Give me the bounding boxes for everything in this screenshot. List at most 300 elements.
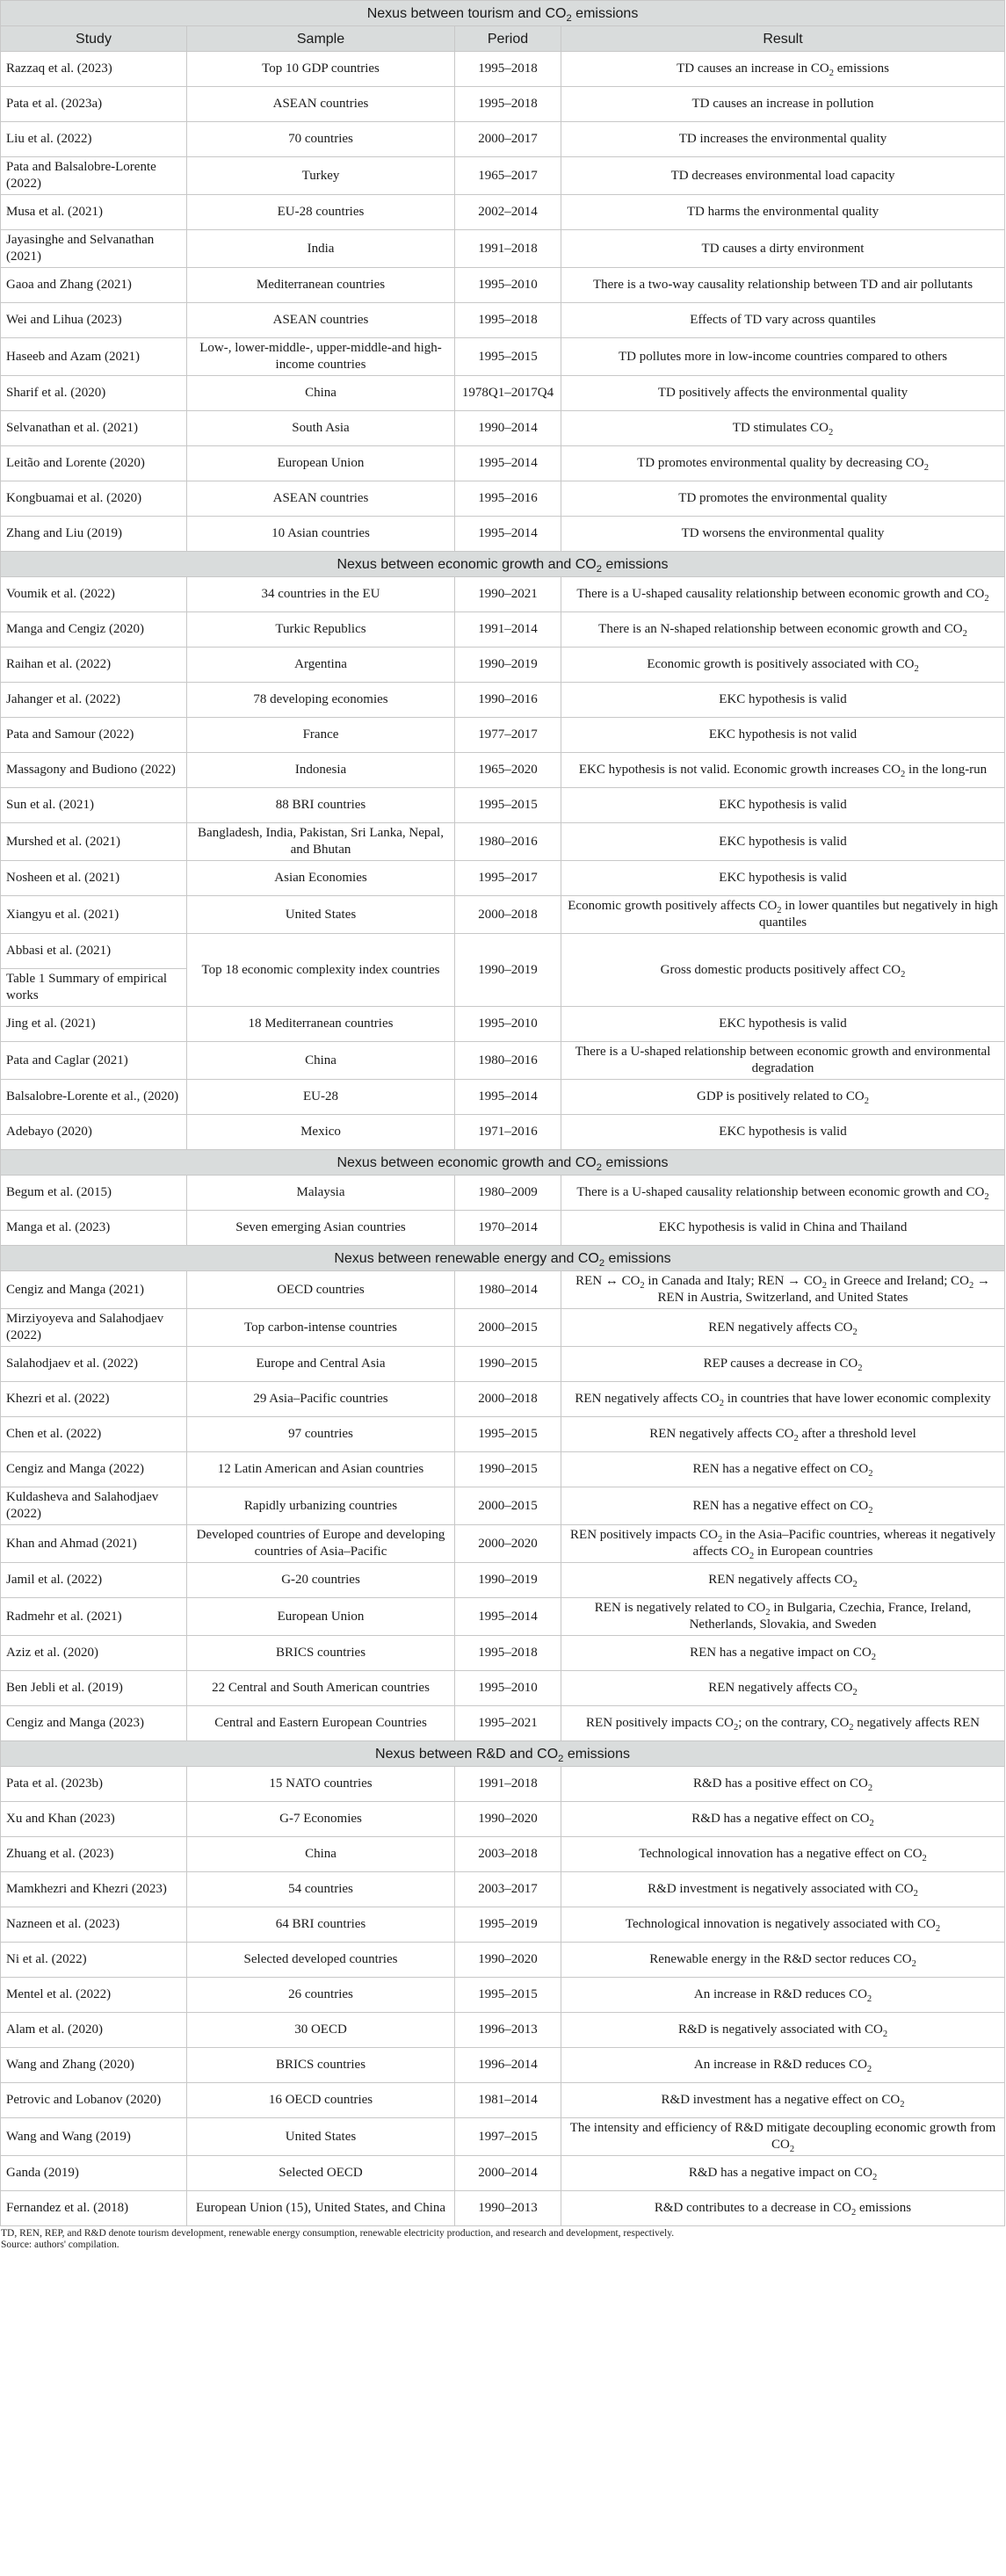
cell-period: 1995–2010 bbox=[455, 1671, 561, 1706]
cell-result: Renewable energy in the R&D sector reduces $CO_2$ bbox=[561, 1943, 1005, 1978]
cell-period: 1995–2016 bbox=[455, 481, 561, 517]
cell-result: Effects of TD vary across quantiles bbox=[561, 303, 1005, 338]
cell-result: There is a U-shaped causality relationship between economic growth and $CO_2$ bbox=[561, 577, 1005, 612]
cell-period: 1981–2014 bbox=[455, 2083, 561, 2118]
cell-result: REN has a negative impact on $CO_2$ bbox=[561, 1636, 1005, 1671]
cell-result: REN is negatively related to $CO_2$ in Bulgaria, Czechia, France, Ireland, Netherlands, Slovakia, and Sweden bbox=[561, 1598, 1005, 1636]
cell-sample: Turkey bbox=[187, 157, 455, 195]
cell-sample: South Asia bbox=[187, 411, 455, 446]
cell-period: 1990–2020 bbox=[455, 1802, 561, 1837]
cell-sample: 12 Latin American and Asian countries bbox=[187, 1452, 455, 1487]
cell-result: R&D is negatively associated with $CO_2$ bbox=[561, 2013, 1005, 2048]
table-row bbox=[1, 1636, 1005, 1671]
table-row bbox=[1, 823, 1005, 861]
cell-result: There is a U-shaped causality relationship between economic growth and $CO_2$ bbox=[561, 1176, 1005, 1211]
cell-study: Kongbuamai et al. (2020) bbox=[1, 481, 187, 517]
cell-study: Nosheen et al. (2021) bbox=[1, 861, 187, 896]
cell-period: 1977–2017 bbox=[455, 718, 561, 753]
table-row bbox=[1, 1563, 1005, 1598]
table-row bbox=[1, 1598, 1005, 1636]
table-row bbox=[1, 788, 1005, 823]
cell-period: 1995–2010 bbox=[455, 268, 561, 303]
cell-sample: OECD countries bbox=[187, 1271, 455, 1309]
cell-sample: ASEAN countries bbox=[187, 87, 455, 122]
table-row bbox=[1, 230, 1005, 268]
cell-period: 1991–2014 bbox=[455, 612, 561, 648]
cell-period: 1990–2019 bbox=[455, 1563, 561, 1598]
cell-sample: Malaysia bbox=[187, 1176, 455, 1211]
cell-study: Voumik et al. (2022) bbox=[1, 577, 187, 612]
cell-result: There is a two-way causality relationship between TD and air pollutants bbox=[561, 268, 1005, 303]
cell-study: Jayasinghe and Selvanathan (2021) bbox=[1, 230, 187, 268]
cell-sample: 88 BRI countries bbox=[187, 788, 455, 823]
cell-period: 1997–2015 bbox=[455, 2118, 561, 2156]
table-row bbox=[1, 2118, 1005, 2156]
cell-study: Musa et al. (2021) bbox=[1, 195, 187, 230]
table-row bbox=[1, 1080, 1005, 1115]
cell-period: 1995–2018 bbox=[455, 52, 561, 87]
cell-sample: 16 OECD countries bbox=[187, 2083, 455, 2118]
cell-period: 1965–2017 bbox=[455, 157, 561, 195]
cell-result: R&D investment has a negative effect on $CO_2$ bbox=[561, 2083, 1005, 2118]
table-row bbox=[1, 1042, 1005, 1080]
cell-study: Manga et al. (2023) bbox=[1, 1211, 187, 1246]
cell-sample: 30 OECD bbox=[187, 2013, 455, 2048]
cell-period: 2000–2015 bbox=[455, 1487, 561, 1525]
cell-study: Raihan et al. (2022) bbox=[1, 648, 187, 683]
cell-result: REN positively impacts $CO_2$ in the Asia–Pacific countries, whereas it negatively affects $CO_2$ in European countries bbox=[561, 1525, 1005, 1563]
cell-sample: 15 NATO countries bbox=[187, 1767, 455, 1802]
cell-period: 1990–2016 bbox=[455, 683, 561, 718]
cell-sample: Selected developed countries bbox=[187, 1943, 455, 1978]
table-row bbox=[1, 2013, 1005, 2048]
cell-sample: China bbox=[187, 1042, 455, 1080]
cell-period: 1978Q1–2017Q4 bbox=[455, 376, 561, 411]
cell-result: R&D has a negative impact on $CO_2$ bbox=[561, 2156, 1005, 2191]
cell-study: Cengiz and Manga (2022) bbox=[1, 1452, 187, 1487]
cell-result: The intensity and efficiency of R&D mitigate decoupling economic growth from $CO_2$ bbox=[561, 2118, 1005, 2156]
cell-study: Adebayo (2020) bbox=[1, 1115, 187, 1150]
table-row bbox=[1, 861, 1005, 896]
cell-period: 2000–2017 bbox=[455, 122, 561, 157]
cell-study: Ni et al. (2022) bbox=[1, 1943, 187, 1978]
cell-result: R&D has a positive effect on $CO_2$ bbox=[561, 1767, 1005, 1802]
cell-study: Mentel et al. (2022) bbox=[1, 1978, 187, 2013]
cell-sample: EU-28 countries bbox=[187, 195, 455, 230]
cell-result: EKC hypothesis is valid bbox=[561, 683, 1005, 718]
cell-sample: G-7 Economies bbox=[187, 1802, 455, 1837]
cell-period: 1980–2009 bbox=[455, 1176, 561, 1211]
cell-study: Mamkhezri and Khezri (2023) bbox=[1, 1872, 187, 1907]
table-row bbox=[1, 648, 1005, 683]
cell-period: 1995–2018 bbox=[455, 1636, 561, 1671]
cell-study: Pata and Balsalobre-Lorente (2022) bbox=[1, 157, 187, 195]
cell-sample: 18 Mediterranean countries bbox=[187, 1007, 455, 1042]
table-row bbox=[1, 268, 1005, 303]
cell-period: 1990–2019 bbox=[455, 648, 561, 683]
table-row bbox=[1, 1417, 1005, 1452]
cell-study: Pata and Samour (2022) bbox=[1, 718, 187, 753]
cell-result: There is an N-shaped relationship between economic growth and $CO_2$ bbox=[561, 612, 1005, 648]
cell-period: 1990–2019 bbox=[455, 934, 561, 1007]
column-header-period: Period bbox=[455, 26, 561, 52]
cell-result: REN negatively affects $CO_2$ bbox=[561, 1671, 1005, 1706]
cell-sample: Developed countries of Europe and developing countries of Asia–Pacific bbox=[187, 1525, 455, 1563]
cell-result: TD promotes environmental quality by decreasing $CO_2$ bbox=[561, 446, 1005, 481]
cell-period: 1995–2019 bbox=[455, 1907, 561, 1943]
cell-period: 2000–2018 bbox=[455, 1382, 561, 1417]
cell-period: 2000–2015 bbox=[455, 1309, 561, 1347]
cell-result: EKC hypothesis is not valid bbox=[561, 718, 1005, 753]
table-row bbox=[1, 122, 1005, 157]
table-row bbox=[1, 2048, 1005, 2083]
cell-period: 2002–2014 bbox=[455, 195, 561, 230]
table-row bbox=[1, 1211, 1005, 1246]
table-row bbox=[1, 1802, 1005, 1837]
cell-study: Gaoa and Zhang (2021) bbox=[1, 268, 187, 303]
cell-study: Aziz et al. (2020) bbox=[1, 1636, 187, 1671]
cell-sample: 54 countries bbox=[187, 1872, 455, 1907]
cell-sample: United States bbox=[187, 896, 455, 934]
cell-period: 1995–2017 bbox=[455, 861, 561, 896]
section-title: Nexus between economic growth and $CO_2$ emissions bbox=[1, 1150, 1005, 1176]
section-header-row bbox=[1, 1150, 1005, 1176]
cell-sample: China bbox=[187, 1837, 455, 1872]
cell-study: Zhuang et al. (2023) bbox=[1, 1837, 187, 1872]
cell-period: 1991–2018 bbox=[455, 1767, 561, 1802]
table-row bbox=[1, 338, 1005, 376]
cell-sample: China bbox=[187, 376, 455, 411]
cell-study: Leitão and Lorente (2020) bbox=[1, 446, 187, 481]
cell-result: An increase in R&D reduces $CO_2$ bbox=[561, 1978, 1005, 2013]
cell-sample: Asian Economies bbox=[187, 861, 455, 896]
section-title: Nexus between renewable energy and $CO_2$ emissions bbox=[1, 1246, 1005, 1271]
cell-study: Xiangyu et al. (2021) bbox=[1, 896, 187, 934]
cell-result: REN negatively affects $CO_2$ bbox=[561, 1563, 1005, 1598]
cell-result: TD promotes the environmental quality bbox=[561, 481, 1005, 517]
cell-study: Fernandez et al. (2018) bbox=[1, 2191, 187, 2226]
cell-study: Chen et al. (2022) bbox=[1, 1417, 187, 1452]
table-row bbox=[1, 1115, 1005, 1150]
cell-result: There is a U-shaped relationship between economic growth and environmental degradation bbox=[561, 1042, 1005, 1080]
cell-result: TD stimulates $CO_2$ bbox=[561, 411, 1005, 446]
cell-study: Alam et al. (2020) bbox=[1, 2013, 187, 2048]
cell-result: EKC hypothesis is valid bbox=[561, 1115, 1005, 1150]
cell-study: Radmehr et al. (2021) bbox=[1, 1598, 187, 1636]
cell-result: Economic growth positively affects $CO_2$ in lower quantiles but negatively in high quantiles bbox=[561, 896, 1005, 934]
cell-result: TD positively affects the environmental quality bbox=[561, 376, 1005, 411]
cell-study: Jamil et al. (2022) bbox=[1, 1563, 187, 1598]
cell-sample: European Union bbox=[187, 1598, 455, 1636]
cell-sample: Central and Eastern European Countries bbox=[187, 1706, 455, 1741]
cell-sample: Top 10 GDP countries bbox=[187, 52, 455, 87]
cell-result: REN negatively affects $CO_2$ bbox=[561, 1309, 1005, 1347]
cell-sample: United States bbox=[187, 2118, 455, 2156]
cell-result: REP causes a decrease in $CO_2$ bbox=[561, 1347, 1005, 1382]
cell-period: 1995–2015 bbox=[455, 1978, 561, 2013]
table-row bbox=[1, 1872, 1005, 1907]
cell-result: REN negatively affects $CO_2$ after a threshold level bbox=[561, 1417, 1005, 1452]
cell-sample: Indonesia bbox=[187, 753, 455, 788]
table-row bbox=[1, 2156, 1005, 2191]
table-row bbox=[1, 753, 1005, 788]
table-row bbox=[1, 1943, 1005, 1978]
section-header-row bbox=[1, 552, 1005, 577]
cell-study: Ganda (2019) bbox=[1, 2156, 187, 2191]
table-row bbox=[1, 481, 1005, 517]
cell-sample: EU-28 bbox=[187, 1080, 455, 1115]
cell-result: TD causes an increase in $CO_2$ emissions bbox=[561, 52, 1005, 87]
column-header-sample: Sample bbox=[187, 26, 455, 52]
cell-period: 1995–2021 bbox=[455, 1706, 561, 1741]
cell-period: 2000–2018 bbox=[455, 896, 561, 934]
cell-period: 1995–2018 bbox=[455, 303, 561, 338]
cell-result: REN ↔ $CO_2$ in Canada and Italy; REN → $CO_2$ in Greece and Ireland; $CO_2$ → REN in Austria, Switzerland, and United States bbox=[561, 1271, 1005, 1309]
section-title: Nexus between tourism and $CO_2$ emissions bbox=[1, 1, 1005, 26]
cell-sample: 97 countries bbox=[187, 1417, 455, 1452]
cell-study: Wang and Zhang (2020) bbox=[1, 2048, 187, 2083]
cell-result: REN has a negative effect on $CO_2$ bbox=[561, 1452, 1005, 1487]
cell-sample: G-20 countries bbox=[187, 1563, 455, 1598]
cell-study: Nazneen et al. (2023) bbox=[1, 1907, 187, 1943]
cell-study: Wei and Lihua (2023) bbox=[1, 303, 187, 338]
cell-study: Razzaq et al. (2023) bbox=[1, 52, 187, 87]
cell-study: Liu et al. (2022) bbox=[1, 122, 187, 157]
table-row bbox=[1, 612, 1005, 648]
cell-sample: 26 countries bbox=[187, 1978, 455, 2013]
table-row bbox=[1, 195, 1005, 230]
table-source-note: Source: authors' compilation. bbox=[1, 2240, 119, 2250]
table-row bbox=[1, 1271, 1005, 1309]
table-row bbox=[1, 517, 1005, 552]
cell-study: Khan and Ahmad (2021) bbox=[1, 1525, 187, 1563]
cell-sample: Mediterranean countries bbox=[187, 268, 455, 303]
cell-study: Abbasi et al. (2021) bbox=[1, 934, 187, 969]
cell-period: 1980–2016 bbox=[455, 823, 561, 861]
table-row bbox=[1, 1767, 1005, 1802]
cell-sample: Europe and Central Asia bbox=[187, 1347, 455, 1382]
cell-study: Selvanathan et al. (2021) bbox=[1, 411, 187, 446]
cell-sample: BRICS countries bbox=[187, 2048, 455, 2083]
cell-study: Khezri et al. (2022) bbox=[1, 1382, 187, 1417]
cell-study: Balsalobre-Lorente et al., (2020) bbox=[1, 1080, 187, 1115]
table-row bbox=[1, 52, 1005, 87]
cell-result: TD causes an increase in pollution bbox=[561, 87, 1005, 122]
cell-period: 1995–2014 bbox=[455, 446, 561, 481]
cell-study: Zhang and Liu (2019) bbox=[1, 517, 187, 552]
cell-period: 2000–2014 bbox=[455, 2156, 561, 2191]
section-header-row bbox=[1, 1, 1005, 26]
cell-sample: Turkic Republics bbox=[187, 612, 455, 648]
cell-result: Gross domestic products positively affect $CO_2$ bbox=[561, 934, 1005, 1007]
cell-result: REN positively impacts $CO_2$; on the contrary, $CO_2$ negatively affects REN bbox=[561, 1706, 1005, 1741]
cell-period: 1995–2018 bbox=[455, 87, 561, 122]
cell-sample: Rapidly urbanizing countries bbox=[187, 1487, 455, 1525]
cell-result: Technological innovation has a negative effect on $CO_2$ bbox=[561, 1837, 1005, 1872]
cell-study: Manga and Cengiz (2020) bbox=[1, 612, 187, 648]
cell-sample: Top carbon-intense countries bbox=[187, 1309, 455, 1347]
cell-result: R&D investment is negatively associated with $CO_2$ bbox=[561, 1872, 1005, 1907]
table-row bbox=[1, 1309, 1005, 1347]
cell-sample: Low-, lower-middle-, upper-middle-and high-income countries bbox=[187, 338, 455, 376]
table-row bbox=[1, 157, 1005, 195]
column-header-row bbox=[1, 26, 1005, 52]
table-row bbox=[1, 1525, 1005, 1563]
cell-sample: 22 Central and South American countries bbox=[187, 1671, 455, 1706]
cell-study: Mirziyoyeva and Salahodjaev (2022) bbox=[1, 1309, 187, 1347]
cell-study: Pata and Caglar (2021) bbox=[1, 1042, 187, 1080]
table-row bbox=[1, 683, 1005, 718]
table-row bbox=[1, 446, 1005, 481]
cell-period: 1990–2020 bbox=[455, 1943, 561, 1978]
cell-result: R&D has a negative effect on $CO_2$ bbox=[561, 1802, 1005, 1837]
cell-period: 2003–2018 bbox=[455, 1837, 561, 1872]
table-row bbox=[1, 1452, 1005, 1487]
cell-sample: 70 countries bbox=[187, 122, 455, 157]
cell-sample: 64 BRI countries bbox=[187, 1907, 455, 1943]
cell-result: R&D contributes to a decrease in $CO_2$ emissions bbox=[561, 2191, 1005, 2226]
table-row bbox=[1, 1007, 1005, 1042]
cell-result: TD pollutes more in low-income countries compared to others bbox=[561, 338, 1005, 376]
cell-result: GDP is positively related to $CO_2$ bbox=[561, 1080, 1005, 1115]
cell-period: 1996–2013 bbox=[455, 2013, 561, 2048]
cell-sample: ASEAN countries bbox=[187, 481, 455, 517]
cell-result: EKC hypothesis is valid bbox=[561, 823, 1005, 861]
cell-study: Cengiz and Manga (2023) bbox=[1, 1706, 187, 1741]
cell-result: EKC hypothesis is not valid. Economic growth increases $CO_2$ in the long-run bbox=[561, 753, 1005, 788]
cell-result: TD worsens the environmental quality bbox=[561, 517, 1005, 552]
section-header-row bbox=[1, 1246, 1005, 1271]
cell-study: Massagony and Budiono (2022) bbox=[1, 753, 187, 788]
section-title: Nexus between R&D and $CO_2$ emissions bbox=[1, 1741, 1005, 1767]
table-row bbox=[1, 1487, 1005, 1525]
cell-study: Table 1 Summary of empirical works bbox=[1, 969, 187, 1007]
cell-study: Ben Jebli et al. (2019) bbox=[1, 1671, 187, 1706]
cell-study: Jing et al. (2021) bbox=[1, 1007, 187, 1042]
cell-result: EKC hypothesis is valid bbox=[561, 861, 1005, 896]
cell-period: 1971–2016 bbox=[455, 1115, 561, 1150]
cell-period: 1990–2015 bbox=[455, 1347, 561, 1382]
cell-study: Haseeb and Azam (2021) bbox=[1, 338, 187, 376]
cell-result: EKC hypothesis is valid bbox=[561, 788, 1005, 823]
cell-study: Petrovic and Lobanov (2020) bbox=[1, 2083, 187, 2118]
section-title: Nexus between economic growth and $CO_2$ emissions bbox=[1, 552, 1005, 577]
cell-period: 1995–2015 bbox=[455, 1417, 561, 1452]
cell-result: Economic growth is positively associated with $CO_2$ bbox=[561, 648, 1005, 683]
cell-study: Kuldasheva and Salahodjaev (2022) bbox=[1, 1487, 187, 1525]
cell-sample: 10 Asian countries bbox=[187, 517, 455, 552]
cell-period: 1995–2014 bbox=[455, 517, 561, 552]
cell-result: An increase in R&D reduces $CO_2$ bbox=[561, 2048, 1005, 2083]
table-row bbox=[1, 1671, 1005, 1706]
cell-study: Begum et al. (2015) bbox=[1, 1176, 187, 1211]
cell-sample: 34 countries in the EU bbox=[187, 577, 455, 612]
cell-result: EKC hypothesis is valid in China and Thailand bbox=[561, 1211, 1005, 1246]
cell-period: 1990–2014 bbox=[455, 411, 561, 446]
table-row bbox=[1, 2191, 1005, 2226]
table-row bbox=[1, 87, 1005, 122]
cell-sample: France bbox=[187, 718, 455, 753]
cell-sample: 29 Asia–Pacific countries bbox=[187, 1382, 455, 1417]
table-row bbox=[1, 1176, 1005, 1211]
cell-period: 2000–2020 bbox=[455, 1525, 561, 1563]
cell-period: 1990–2013 bbox=[455, 2191, 561, 2226]
cell-study: Sharif et al. (2020) bbox=[1, 376, 187, 411]
cell-sample: India bbox=[187, 230, 455, 268]
cell-study: Wang and Wang (2019) bbox=[1, 2118, 187, 2156]
cell-sample: Seven emerging Asian countries bbox=[187, 1211, 455, 1246]
cell-period: 1970–2014 bbox=[455, 1211, 561, 1246]
table-row bbox=[1, 1382, 1005, 1417]
cell-sample: Mexico bbox=[187, 1115, 455, 1150]
table-row bbox=[1, 934, 1005, 969]
cell-period: 1995–2014 bbox=[455, 1598, 561, 1636]
cell-period: 1965–2020 bbox=[455, 753, 561, 788]
table-row bbox=[1, 718, 1005, 753]
cell-sample: Bangladesh, India, Pakistan, Sri Lanka, Nepal, and Bhutan bbox=[187, 823, 455, 861]
cell-result: EKC hypothesis is valid bbox=[561, 1007, 1005, 1042]
cell-sample: BRICS countries bbox=[187, 1636, 455, 1671]
table-row bbox=[1, 303, 1005, 338]
cell-study: Salahodjaev et al. (2022) bbox=[1, 1347, 187, 1382]
cell-result: TD causes a dirty environment bbox=[561, 230, 1005, 268]
cell-result: Technological innovation is negatively associated with $CO_2$ bbox=[561, 1907, 1005, 1943]
cell-result: REN negatively affects $CO_2$ in countries that have lower economic complexity bbox=[561, 1382, 1005, 1417]
table-row bbox=[1, 1907, 1005, 1943]
cell-period: 2003–2017 bbox=[455, 1872, 561, 1907]
table-row bbox=[1, 1347, 1005, 1382]
cell-period: 1996–2014 bbox=[455, 2048, 561, 2083]
cell-study: Pata et al. (2023a) bbox=[1, 87, 187, 122]
cell-study: Murshed et al. (2021) bbox=[1, 823, 187, 861]
table-row bbox=[1, 1978, 1005, 2013]
table-row bbox=[1, 1837, 1005, 1872]
cell-result: TD harms the environmental quality bbox=[561, 195, 1005, 230]
cell-sample: ASEAN countries bbox=[187, 303, 455, 338]
table-footnote: TD, REN, REP, and R&D denote tourism development, renewable energy consumption, renewable electricity production, and research and development, respectively. bbox=[1, 2228, 675, 2239]
cell-study: Jahanger et al. (2022) bbox=[1, 683, 187, 718]
table-row bbox=[1, 376, 1005, 411]
cell-study: Sun et al. (2021) bbox=[1, 788, 187, 823]
cell-period: 1995–2015 bbox=[455, 338, 561, 376]
cell-study: Cengiz and Manga (2021) bbox=[1, 1271, 187, 1309]
cell-result: REN has a negative effect on $CO_2$ bbox=[561, 1487, 1005, 1525]
cell-study: Xu and Khan (2023) bbox=[1, 1802, 187, 1837]
cell-sample: European Union (15), United States, and China bbox=[187, 2191, 455, 2226]
cell-result: TD decreases environmental load capacity bbox=[561, 157, 1005, 195]
table-row bbox=[1, 1706, 1005, 1741]
cell-sample: Argentina bbox=[187, 648, 455, 683]
cell-period: 1980–2014 bbox=[455, 1271, 561, 1309]
cell-period: 1990–2021 bbox=[455, 577, 561, 612]
table-row bbox=[1, 577, 1005, 612]
column-header-study: Study bbox=[1, 26, 187, 52]
cell-study: Pata et al. (2023b) bbox=[1, 1767, 187, 1802]
cell-sample: Selected OECD bbox=[187, 2156, 455, 2191]
table-row bbox=[1, 411, 1005, 446]
table-row bbox=[1, 2083, 1005, 2118]
cell-period: 1980–2016 bbox=[455, 1042, 561, 1080]
cell-sample: European Union bbox=[187, 446, 455, 481]
cell-sample: 78 developing economies bbox=[187, 683, 455, 718]
cell-sample: Top 18 economic complexity index countries bbox=[187, 934, 455, 1007]
cell-period: 1995–2014 bbox=[455, 1080, 561, 1115]
cell-period: 1995–2015 bbox=[455, 788, 561, 823]
cell-period: 1990–2015 bbox=[455, 1452, 561, 1487]
cell-period: 1991–2018 bbox=[455, 230, 561, 268]
column-header-result: Result bbox=[561, 26, 1005, 52]
table-row bbox=[1, 896, 1005, 934]
